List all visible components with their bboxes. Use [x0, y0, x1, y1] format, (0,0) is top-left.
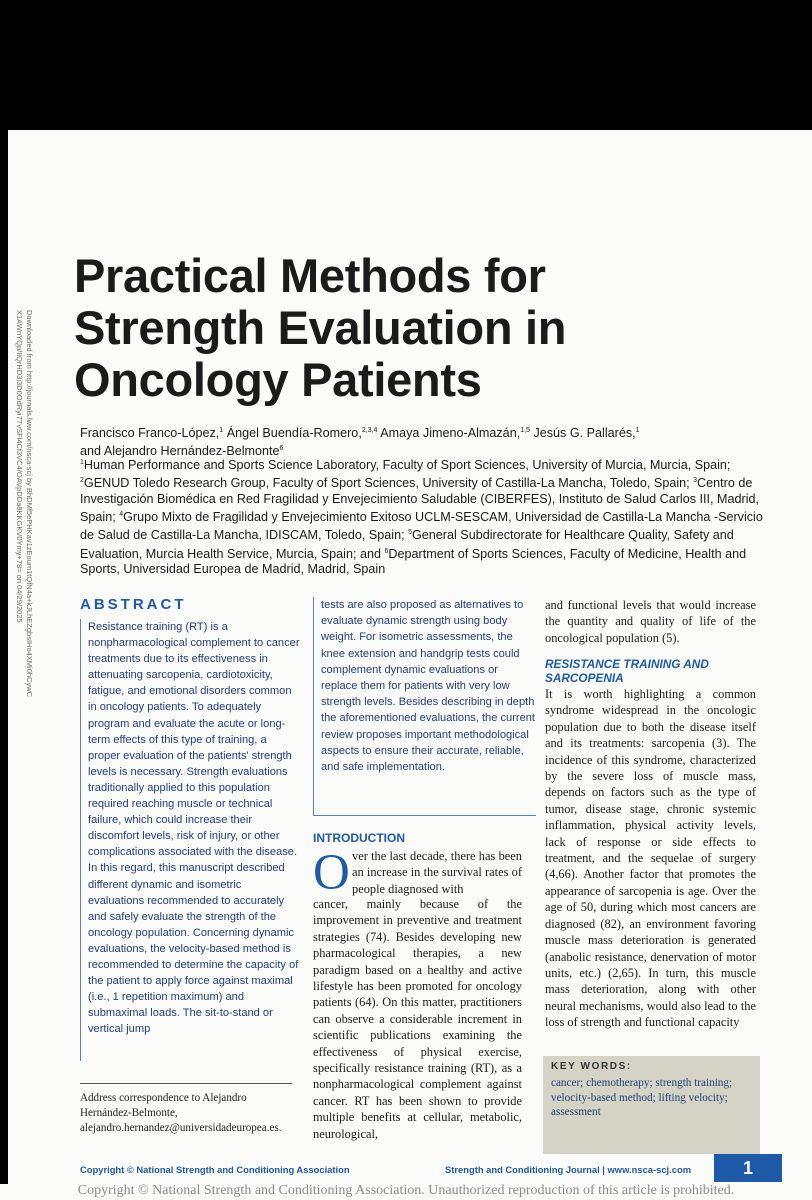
download-watermark — [15, 310, 42, 730]
watermark-line-1: Downloaded from http://journals.lww.com/nsca-scj by BhDMf5ePHKav1zEoum1tQfN4a+kJLhEZgbsIHo4XMi0hCywC — [25, 310, 34, 698]
affiliations — [80, 455, 770, 577]
watermark-line-2: X1AWnYQp/IlQrHD3i3D0OdRyi7TvSFl4Cf3VC4/OAVpDDa8KKGKV0Ymy+78= on 04/29/2025 — [15, 310, 24, 623]
affil-number: 2 — [80, 477, 84, 485]
page-number: 1 — [714, 1154, 782, 1182]
affil-text: General Subdirectorate for Healthcare Quality, Safety and Evaluation, Murcia Health Service, Murcia, Spain; and — [80, 528, 734, 561]
abstract-text-continued: tests are also proposed as alternatives to evaluate dynamic strength using body weight. For isometric assessments, the knee extension and handgrip tests could complement dynamic evaluations or replace them for patients with very low strength levels. Besides describing in depth the aforementioned evaluations, the current review proposes important methodological aspects to ensure their accurate, reliable, and safe implementation. — [313, 597, 536, 816]
introduction-body: cancer, mainly because of the improvement in preventive and treatment strategies (74). Besides developing new pharmacological therapies, a new paradigm based on a healthy and active lifestyle has been promoted for oncology patients (64). On this matter, practitioners can observe a considerable increment in scientific publications examining the effectiveness of physical exercise, specifically resistance training (RT), as a nonpharmacological complement against cancer. RT has been shown to provide multiple benefits at cellular, metabolic, neurological, — [313, 897, 522, 1141]
affil-text: Human Performance and Sports Science Laboratory, Faculty of Sport Sciences, University of Murcia, Murcia, Spain; — [83, 458, 731, 473]
author-affil-ref: 1 — [635, 427, 640, 434]
copyright-notice-strip — [0, 1184, 812, 1200]
affil-text: Department of Sports Sciences, Faculty of Medicine, Health and Sports, Universidad Europea de Madrid, Madrid, Spain — [80, 546, 747, 577]
abstract-heading: ABSTRACT — [80, 596, 187, 613]
section-heading-sarcopenia: RESISTANCE TRAINING AND SARCOPENIA — [545, 657, 709, 685]
author-affil-ref: 1,5 — [520, 427, 530, 434]
copyright-notice: Copyright © National Strength and Conditioning Association. Unauthorized reproduction of this article is prohibited. — [77, 1183, 735, 1198]
keywords-text: cancer; chemotherapy; strength training; velocity-based method; lifting velocity; assessment — [551, 1077, 733, 1119]
abstract-text: Resistance training (RT) is a nonpharmacological complement to cancer treatments due to its effectiveness in attenuating sarcopenia, cardiotoxicity, fatigue, and emotional disorders common in oncology patients. To adequately program and evaluate the acute or long-term effects of this type of training, a proper evaluation of the patients' strength levels is necessary. Strength evaluations traditionally applied to this population required reaching muscle or technical failure, which could increase their discomfort levels, risk of injury, or other complications associated with the disease. In this regard, this manuscript described different dynamic and isometric evaluations recommended to accurately and safely evaluate the strength of the oncology population. Concerning dynamic evaluations, the velocity-based method is recommended to determine the capacity of the patient to apply force against maximal (i.e., 1 repetition maximum) and submaximal loads. The sit-to-stand or vertical jump — [80, 619, 300, 1061]
article-title — [74, 250, 774, 406]
affil-text: Centro de Investigación Biomédica en Red Fragilidad y Envejecimiento Saludable (CIBERFES), Instituto de Salud Carlos III, Madrid, Spain; — [80, 476, 759, 525]
author-affil-ref: 1 — [219, 427, 224, 434]
affil-number: 5 — [408, 529, 412, 537]
author-affil-ref: 2,3,4 — [361, 427, 378, 434]
keywords-heading: KEY WORDS: — [551, 1061, 632, 1072]
author-name: Jesús G. Pallarés, — [529, 426, 636, 441]
keywords-box — [543, 1056, 760, 1154]
author-name: Ángel Buendía-Romero, — [223, 426, 362, 441]
right-column-top: and functional levels that would increase the quantity and quality of life of the oncological population (5). — [545, 598, 756, 645]
affil-number: 6 — [384, 547, 389, 555]
author-affil-ref: 6 — [279, 445, 284, 453]
title-line-2: Strength Evaluation in — [74, 301, 567, 354]
author-name: and Alejandro Hernández-Belmonte — [80, 444, 280, 459]
footer-journal: Strength and Conditioning Journal | www.nsca-scj.com — [445, 1164, 692, 1175]
introduction-heading: INTRODUCTION — [313, 831, 405, 845]
affil-number: 4 — [119, 510, 124, 518]
title-line-1: Practical Methods for — [74, 249, 546, 302]
drop-cap: O — [313, 845, 350, 901]
affil-number: 3 — [693, 477, 698, 485]
author-name: Francisco Franco-López, — [80, 426, 220, 441]
affil-number: 1 — [80, 459, 84, 466]
author-name: Amaya Jimeno-Almazán, — [377, 426, 521, 441]
sarcopenia-body: It is worth highlighting a common syndrome widespread in the oncologic population due to both the disease itself and its treatments: sarcopenia (3). The incidence of this syndrome, characterized by the severe loss of muscle mass, depends on factors such as the type of tumor, disease stage, chronic systemic inflammation, physical activity levels, lack of response or side effects to treatment, and the sequelae of surgery (4,66). Another factor that promotes the appearance of sarcopenia is age. Over the age of 50, during which most cancers are diagnosed (82), an environment favoring muscle mass deterioration is generated (anabolic resistance, denervation of motor units, etc.) (2,65). In turn, this muscle mass deterioration, along with other neural mechanisms, would also lead to the loss of strength and functional capacity — [545, 687, 756, 1030]
title-line-3: Oncology Patients — [74, 353, 482, 406]
correspondence-address: Address correspondence to Alejandro Hernández-Belmonte, alejandro.hernandez@universidadeuropea.es. — [80, 1083, 292, 1136]
affil-text: GENUD Toledo Research Group, Faculty of Sport Sciences, University of Castilla-La Mancha, Toledo, Spain; — [83, 476, 690, 491]
introduction-first-lines: ver the last decade, there has been an increase in the survival rates of people diagnosed with — [352, 849, 522, 896]
footer-copyright: Copyright © National Strength and Conditioning Association — [80, 1164, 350, 1175]
affil-text: Grupo Mixto de Fragilidad y Envejecimiento Exitoso UCLM-SESCAM, Universidad de Castilla-La Mancha -Servicio de Salud de Castilla-La Mancha, IDISCAM, Toledo, Spain; — [80, 510, 763, 543]
